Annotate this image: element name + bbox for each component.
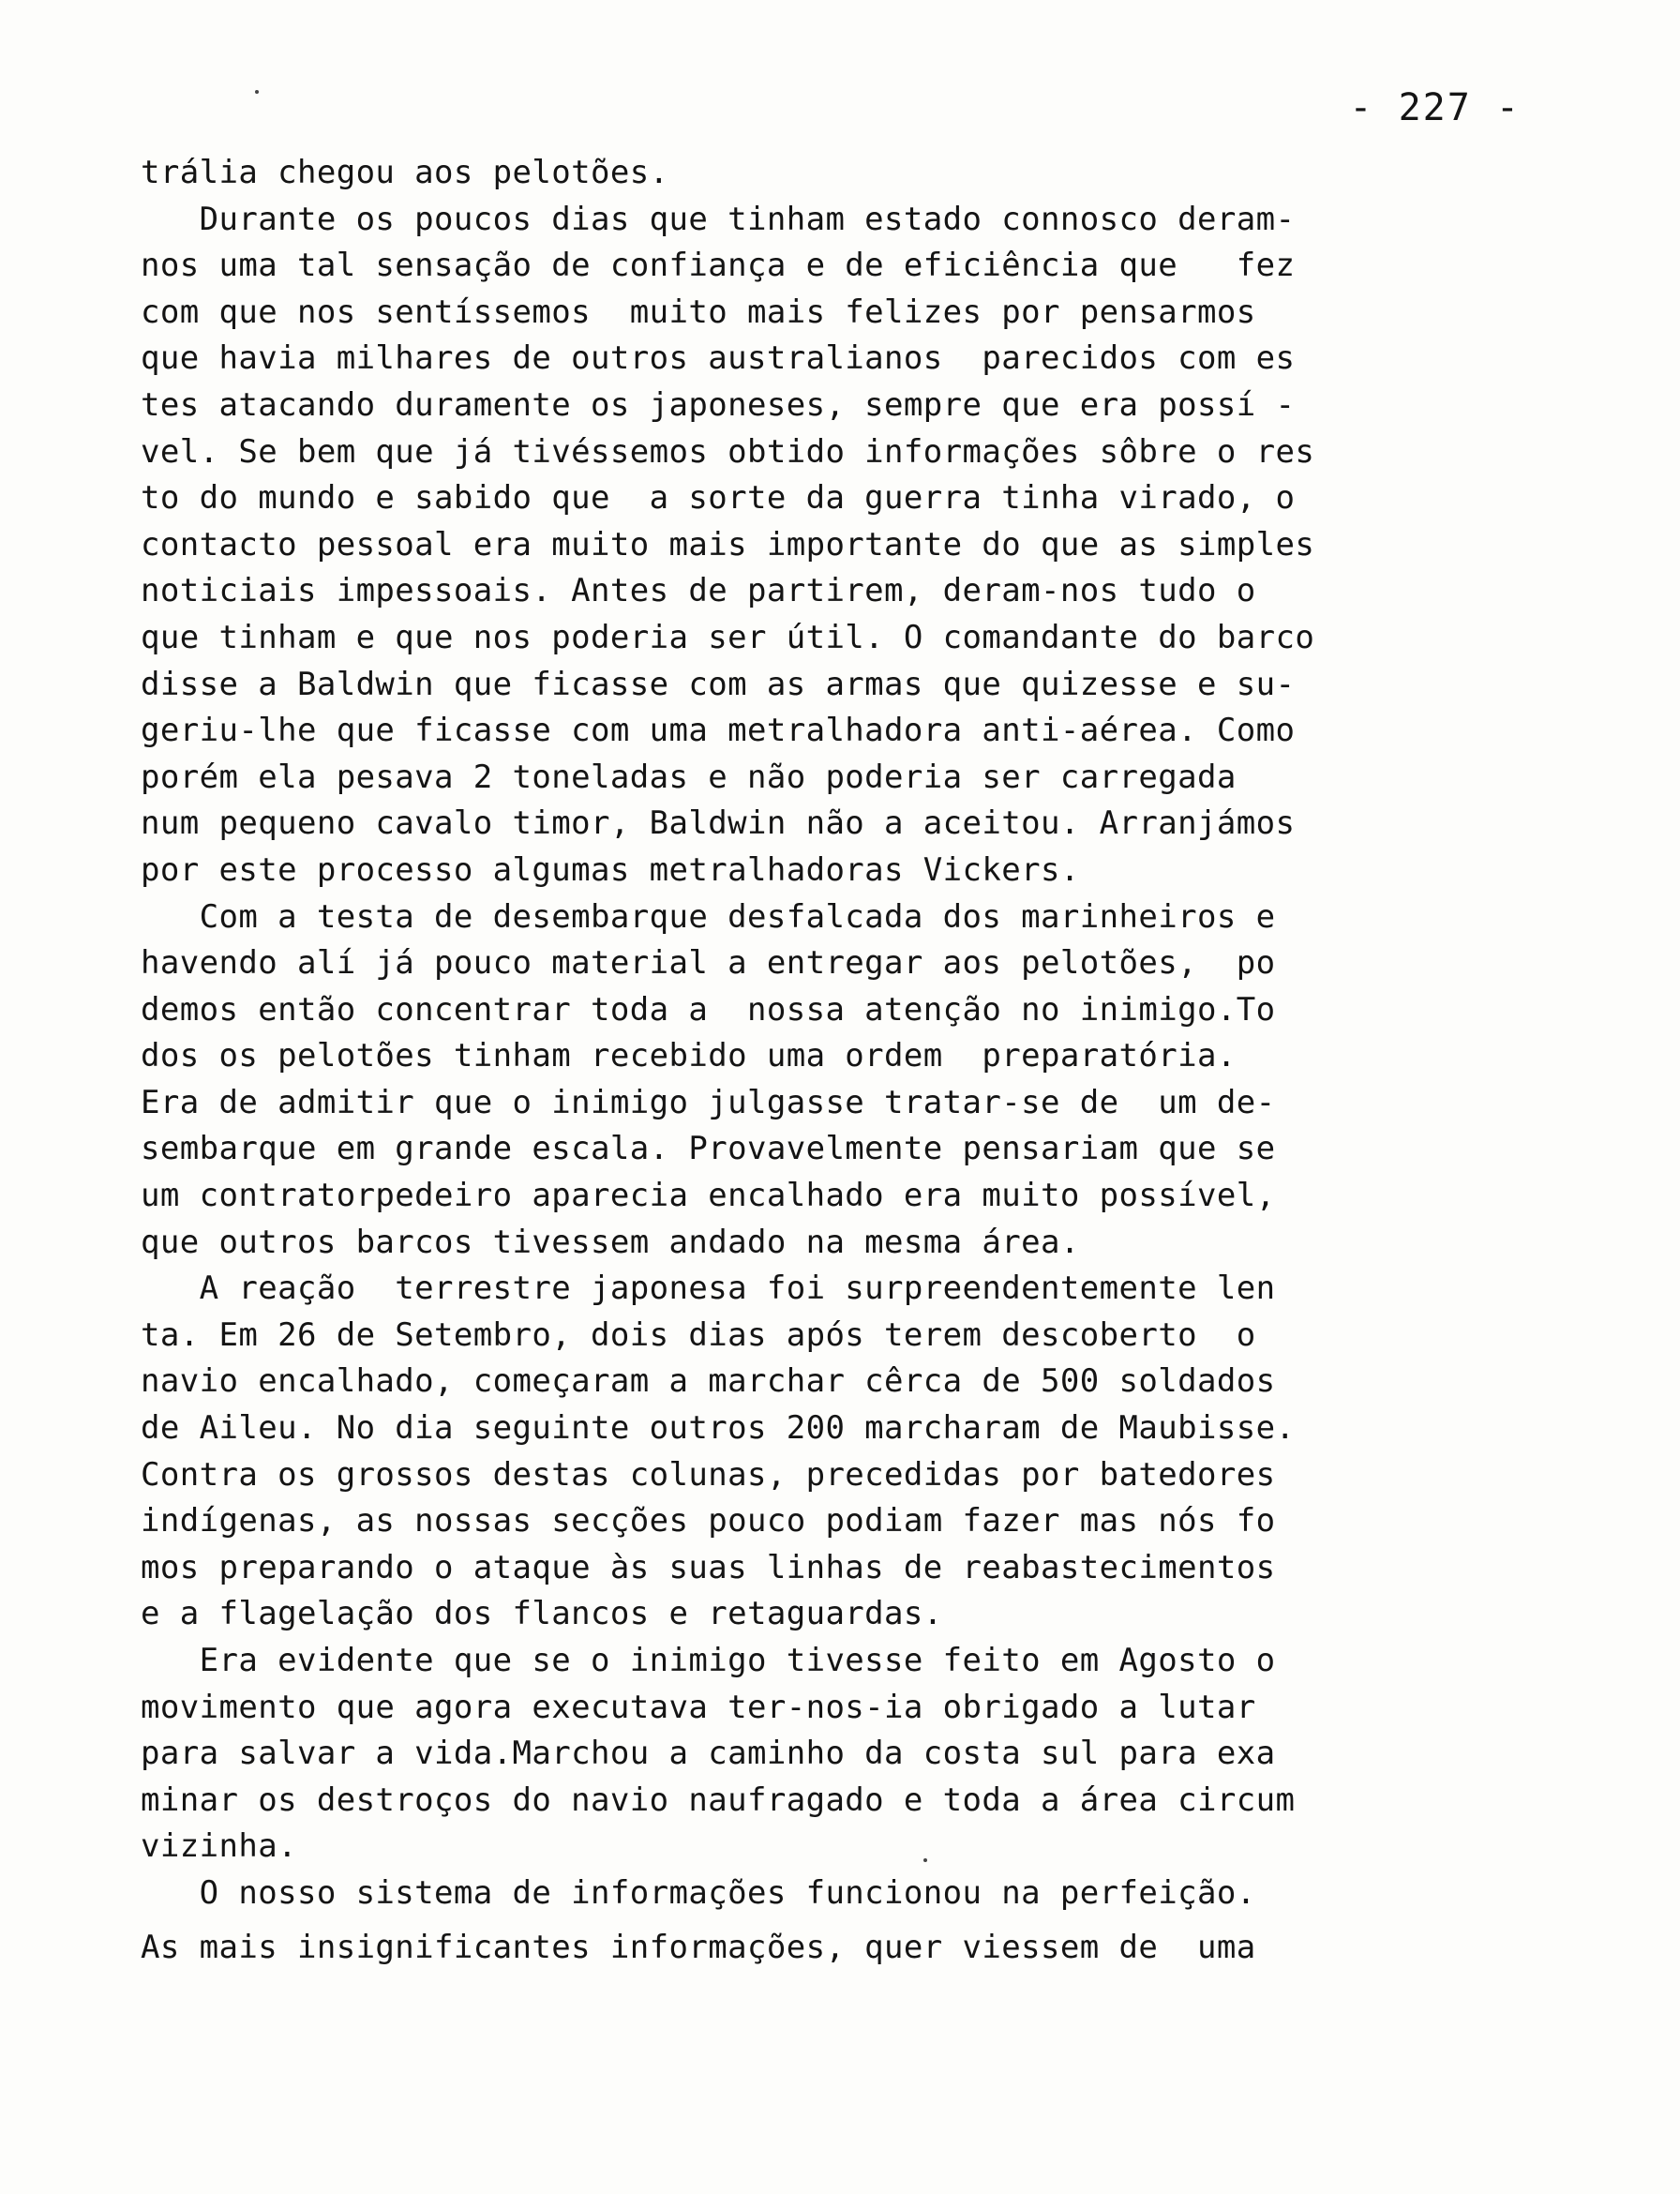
text-line: tes atacando duramente os japoneses, sempre que era possí -	[141, 385, 1296, 424]
text-line: Era evidente que se o inimigo tivesse feito em Agosto o	[141, 1642, 1276, 1679]
text-line: As mais insignificantes informações, quer viessem de uma	[141, 1928, 1256, 1966]
text-line: vel. Se bem que já tivéssemos obtido informações sôbre o res	[141, 432, 1315, 471]
text-line: por este processo algumas metralhadoras Vickers.	[141, 850, 1080, 889]
text-line: mos preparando o ataque às suas linhas de reabastecimentos	[141, 1548, 1276, 1586]
text-line: e a flagelação dos flancos e retaguardas.	[141, 1595, 943, 1633]
text-line: Durante os poucos dias que tinham estado connosco deram-	[141, 200, 1296, 238]
text-line: ta. Em 26 de Setembro, dois dias após terem descoberto o	[141, 1315, 1256, 1354]
text-line: contacto pessoal era muito mais importante do que as simples	[141, 525, 1315, 564]
text-line: num pequeno cavalo timor, Baldwin não a aceitou. Arranjámos	[141, 804, 1296, 843]
text-line: demos então concentrar toda a nossa atenção no inimigo.To	[141, 990, 1276, 1029]
text-line: O nosso sistema de informações funcionou na perfeição.	[141, 1873, 1256, 1912]
text-line: noticiais impessoais. Antes de partirem, deram-nos tudo o	[141, 572, 1256, 610]
text-line: de Aileu. No dia seguinte outros 200 marcharam de Maubisse.	[141, 1409, 1296, 1448]
text-line: que havia milhares de outros australianos parecidos com es	[141, 339, 1296, 378]
text-line: minar os destroços do navio naufragado e toda a área circum	[141, 1781, 1296, 1819]
text-line: vizinha.	[141, 1827, 297, 1866]
text-line: dos os pelotões tinham recebido uma ordem preparatória.	[141, 1037, 1237, 1075]
body-text	[141, 150, 1547, 1971]
text-line: indígenas, as nossas secções pouco podiam fazer mas nós fo	[141, 1502, 1276, 1540]
text-line: to do mundo e sabido que a sorte da guerra tinha virado, o	[141, 479, 1296, 518]
text-line: Era de admitir que o inimigo julgasse tratar-se de um de-	[141, 1083, 1276, 1121]
text-line: geriu-lhe que ficasse com uma metralhadora anti-aérea. Como	[141, 712, 1296, 750]
text-line: movimento que agora executava ter-nos-ia obrigado a lutar	[141, 1688, 1256, 1726]
text-line: nos uma tal sensação de confiança e de eficiência que fez	[141, 247, 1296, 285]
text-line: sembarque em grande escala. Provavelmente pensariam que se	[141, 1130, 1276, 1168]
page-number: - 227 -	[1349, 86, 1521, 129]
text-line: navio encalhado, começaram a marchar cêrca de 500 soldados	[141, 1362, 1276, 1401]
text-line: disse a Baldwin que ficasse com as armas que quizesse e su-	[141, 665, 1296, 703]
text-line: Com a testa de desembarque desfalcada dos marinheiros e	[141, 897, 1276, 936]
text-line: um contratorpedeiro aparecia encalhado era muito possível,	[141, 1177, 1276, 1215]
text-line: trália chegou aos pelotões.	[141, 154, 669, 191]
text-line: com que nos sentíssemos muito mais felizes por pensarmos	[141, 293, 1256, 331]
ink-speck	[255, 90, 259, 94]
text-line: havendo alí já pouco material a entregar aos pelotões, po	[141, 944, 1276, 983]
text-line: para salvar a vida.Marchou a caminho da costa sul para exa	[141, 1735, 1276, 1773]
text-line: porém ela pesava 2 toneladas e não poderia ser carregada	[141, 758, 1237, 796]
text-line: A reação terrestre japonesa foi surpreendentemente len	[141, 1270, 1276, 1308]
text-line: que outros barcos tivessem andado na mesma área.	[141, 1223, 1080, 1261]
text-line: Contra os grossos destas colunas, precedidas por batedores	[141, 1455, 1276, 1494]
text-line: que tinham e que nos poderia ser útil. O comandante do barco	[141, 618, 1315, 656]
